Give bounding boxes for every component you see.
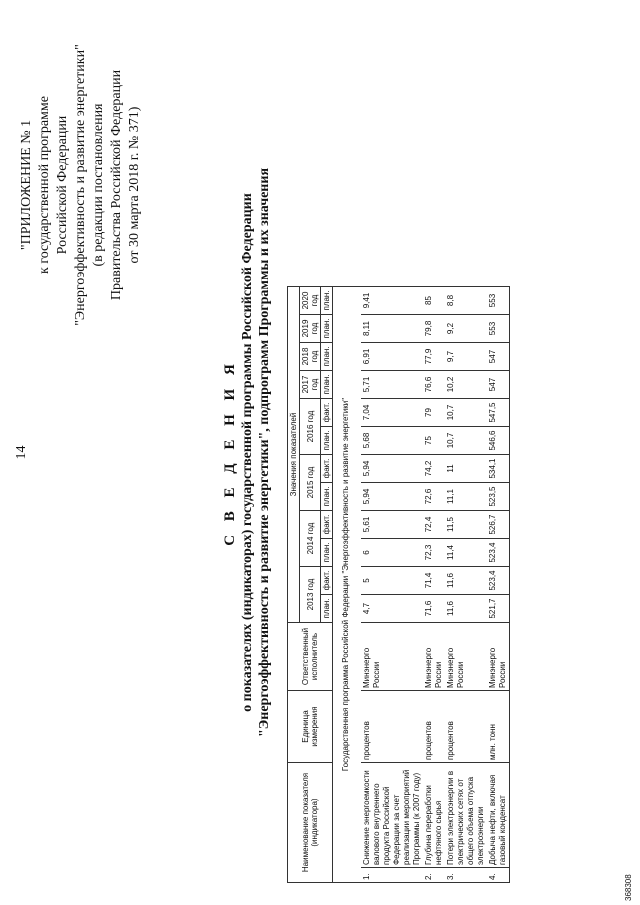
- value-cell: 523,4: [487, 539, 510, 567]
- table-row: [361, 287, 423, 883]
- value-cell: 8,8: [445, 287, 487, 315]
- value-cell: 85: [423, 287, 445, 315]
- appendix-line: (в редакции постановления: [91, 103, 106, 267]
- value-cell: 11: [445, 455, 487, 483]
- page-number: 14: [14, 445, 29, 460]
- responsible-cell: Минэнерго России: [487, 623, 510, 691]
- value-cell: 5: [361, 567, 423, 595]
- header-unit: Единица измерения: [288, 691, 333, 763]
- header-year: 2020 год: [300, 287, 321, 315]
- appendix-block: [18, 25, 144, 345]
- value-cell: 5,71: [361, 371, 423, 399]
- indicators-table: [287, 286, 510, 883]
- value-cell: 534,1: [487, 455, 510, 483]
- indicator-name: Потери электроэнергии в электрических сетях от общего объема отпуска электроэнергии: [445, 763, 487, 868]
- value-cell: 547,5: [487, 399, 510, 427]
- header-fact: факт.: [321, 567, 333, 595]
- value-cell: 553: [487, 315, 510, 343]
- header-plan: план.: [321, 427, 333, 455]
- appendix-line: Правительства Российской Федерации: [109, 69, 124, 301]
- row-number: 3.: [445, 868, 487, 883]
- value-cell: 553: [487, 287, 510, 315]
- table-row: [445, 287, 487, 883]
- header-year: 2014 год: [300, 511, 321, 567]
- header-values-group: Значения показателей: [288, 287, 300, 623]
- value-cell: 71,6: [423, 595, 445, 623]
- value-cell: 547: [487, 371, 510, 399]
- value-cell: 11,6: [445, 595, 487, 623]
- value-cell: 72,6: [423, 483, 445, 511]
- indicator-name: Снижение энергоемкости валового внутреннего продукта Российской Федерации за счет реализации мероприятий Программы (к 2007 году): [361, 763, 423, 868]
- header-year: 2015 год: [300, 455, 321, 511]
- value-cell: 79,8: [423, 315, 445, 343]
- value-cell: 5,61: [361, 511, 423, 539]
- row-number: 1.: [361, 868, 423, 883]
- value-cell: 10,7: [445, 427, 487, 455]
- appendix-line: Российской Федерации: [55, 115, 70, 255]
- value-cell: 5,68: [361, 427, 423, 455]
- appendix-line: "Энергоэффективность и развитие энергетики": [73, 44, 88, 326]
- header-fact: факт.: [321, 399, 333, 427]
- value-cell: 10,2: [445, 371, 487, 399]
- document-title: С В Е Д Е Н И Я: [222, 359, 238, 546]
- value-cell: 76,6: [423, 371, 445, 399]
- document-subtitle: о показателях (индикаторах) государственной программы Российской Федерации: [240, 193, 255, 712]
- value-cell: 4,7: [361, 595, 423, 623]
- value-cell: 74,2: [423, 455, 445, 483]
- section-title: Государственная программа Российской Федерации "Энергоэффективность и развитие энергетики": [333, 287, 362, 883]
- header-plan: план.: [321, 539, 333, 567]
- table-row: [423, 287, 445, 883]
- unit-cell: млн. тонн: [487, 691, 510, 763]
- document-subtitle: "Энергоэффективность и развитие энергетики", подпрограмм Программы и их значения: [257, 167, 272, 738]
- header-year: 2018 год: [300, 343, 321, 371]
- value-cell: 7,04: [361, 399, 423, 427]
- table-body: [333, 287, 510, 883]
- value-cell: 11,5: [445, 511, 487, 539]
- value-cell: 8,11: [361, 315, 423, 343]
- value-cell: 75: [423, 427, 445, 455]
- unit-cell: процентов: [361, 691, 423, 763]
- value-cell: 521,7: [487, 595, 510, 623]
- header-plan: план.: [321, 287, 333, 315]
- value-cell: 9,7: [445, 343, 487, 371]
- value-cell: 6,91: [361, 343, 423, 371]
- value-cell: 523,5: [487, 483, 510, 511]
- value-cell: 72,4: [423, 511, 445, 539]
- row-number: 2.: [423, 868, 445, 883]
- value-cell: 5,94: [361, 483, 423, 511]
- unit-cell: процентов: [423, 691, 445, 763]
- header-plan: план.: [321, 483, 333, 511]
- appendix-line: от 30 марта 2018 г. № 371): [127, 106, 142, 264]
- appendix-line: "ПРИЛОЖЕНИЕ № 1: [19, 119, 34, 251]
- header-plan: план.: [321, 595, 333, 623]
- value-cell: 72,3: [423, 539, 445, 567]
- table-row: [487, 287, 510, 883]
- value-cell: 11,6: [445, 567, 487, 595]
- value-cell: 71,4: [423, 567, 445, 595]
- value-cell: 5,94: [361, 455, 423, 483]
- document-code: 368308: [624, 874, 633, 901]
- indicator-name: Глубина переработки нефтяного сырья: [423, 763, 445, 868]
- value-cell: 6: [361, 539, 423, 567]
- header-plan: план.: [321, 371, 333, 399]
- header-year: 2017 год: [300, 371, 321, 399]
- header-responsible: Ответственный исполнитель: [288, 623, 333, 691]
- value-cell: 11,4: [445, 539, 487, 567]
- header-year: 2013 год: [300, 567, 321, 623]
- appendix-line: к государственной программе: [37, 96, 52, 274]
- header-year: 2016 год: [300, 399, 321, 455]
- indicator-name: Добыча нефти, включая газовый конденсат: [487, 763, 510, 868]
- responsible-cell: Минэнерго России: [361, 623, 423, 691]
- header-plan: план.: [321, 343, 333, 371]
- value-cell: 523,4: [487, 567, 510, 595]
- value-cell: 547: [487, 343, 510, 371]
- header-plan: план.: [321, 315, 333, 343]
- header-year: 2019 год: [300, 315, 321, 343]
- responsible-cell: Минэнерго России: [423, 623, 445, 691]
- value-cell: 526,7: [487, 511, 510, 539]
- value-cell: 77,9: [423, 343, 445, 371]
- section-row: [333, 287, 362, 883]
- header-fact: факт.: [321, 455, 333, 483]
- value-cell: 79: [423, 399, 445, 427]
- value-cell: 9,41: [361, 287, 423, 315]
- row-number: 4.: [487, 868, 510, 883]
- value-cell: 10,7: [445, 399, 487, 427]
- value-cell: 9,2: [445, 315, 487, 343]
- value-cell: 11,1: [445, 483, 487, 511]
- unit-cell: процентов: [445, 691, 487, 763]
- header-fact: факт.: [321, 511, 333, 539]
- header-indicator-name: Наименование показателя (индикатора): [288, 763, 333, 883]
- responsible-cell: Минэнерго России: [445, 623, 487, 691]
- value-cell: 546,6: [487, 427, 510, 455]
